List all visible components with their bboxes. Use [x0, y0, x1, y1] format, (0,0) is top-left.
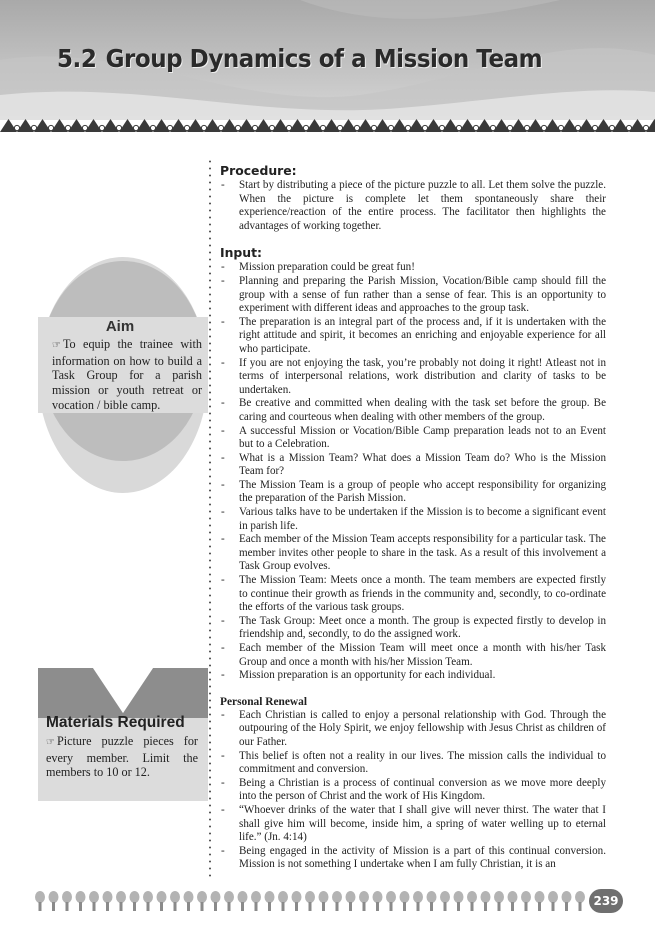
- footer-ornament-stem: [511, 902, 514, 911]
- list-item: - Being a Christian is a process of continual conversion as we move more deeply into the person of Christ and the work of His Kingdom.: [220, 777, 606, 804]
- footer-ornament-stem: [565, 902, 568, 911]
- list-item: - Mission preparation is an opportunity for each individual.: [220, 669, 606, 683]
- personal-renewal-list: [220, 709, 606, 872]
- list-item: - Various talks have to be undertaken if the Mission is to become a significant event in parish life.: [220, 506, 606, 533]
- footer-ornament-stem: [52, 902, 55, 911]
- column-divider: [209, 158, 211, 880]
- footer-ornament-stem: [201, 902, 204, 911]
- page-header: [0, 0, 655, 135]
- footer-ornament-stem: [174, 902, 177, 911]
- footer-ornament: [265, 891, 275, 903]
- footer-ornament: [292, 891, 302, 903]
- main-content: [220, 163, 606, 872]
- footer-ornament-stem: [484, 902, 487, 911]
- aim-heading: Aim: [105, 318, 135, 335]
- footer-ornament-stem: [268, 902, 271, 911]
- list-item: - Be creative and committed when dealing with the task set before the group. Be caring and courteous when dealing with other members of the group.: [220, 397, 606, 424]
- footer-ornament: [535, 891, 545, 903]
- footer-ornament-stem: [498, 902, 501, 911]
- footer-ornament: [508, 891, 518, 903]
- hand-pointing-icon: ☞: [46, 737, 55, 748]
- materials-text-block: [46, 734, 198, 780]
- list-item: - Start by distributing a piece of the picture puzzle to all. Let them solve the puzzle. When the picture is complete let them spontaneously share their experience/reaction of the entire process. The facilitator then highlights the advantages of working together.: [220, 179, 606, 233]
- footer-ornament-stem: [538, 902, 541, 911]
- footer-ornament-stem: [525, 902, 528, 911]
- footer-ornament-stem: [457, 902, 460, 911]
- list-item: - If you are not enjoying the task, you’re probably not doing it right! Atleast not in terms of interpersonal relations, work distribution and clarity of tasks to be undertaken.: [220, 357, 606, 398]
- list-item: - Being engaged in the activity of Mission is a part of this continual conversion. Mission is not something I undertake when I am fully Christian, it is an: [220, 845, 606, 872]
- footer-ornament-stem: [106, 902, 109, 911]
- footer-ornament: [575, 891, 585, 903]
- footer-ornament: [440, 891, 450, 903]
- footer-ornament-stem: [309, 902, 312, 911]
- footer-ornament: [332, 891, 342, 903]
- input-heading: Input:: [220, 245, 262, 261]
- footer-ornament: [386, 891, 396, 903]
- footer-ornament-stem: [160, 902, 163, 911]
- footer-ornament: [562, 891, 572, 903]
- list-item: - Each member of the Mission Team accepts responsibility for a particular task. The member invites other people to share in the task. As a result of this involvement a Task Group evolves.: [220, 533, 606, 574]
- footer-ornament: [251, 891, 261, 903]
- footer-ornament-stem: [93, 902, 96, 911]
- footer-ornament-stem: [66, 902, 69, 911]
- footer-ornament: [494, 891, 504, 903]
- footer-ornament: [305, 891, 315, 903]
- list-item: - What is a Mission Team? What does a Mission Team do? Who is the Mission Team for?: [220, 452, 606, 479]
- footer-ornament-stem: [322, 902, 325, 911]
- footer-ornament-stem: [228, 902, 231, 911]
- footer-ornament: [143, 891, 153, 903]
- footer-ornament: [238, 891, 248, 903]
- footer-ornament-stem: [444, 902, 447, 911]
- list-item: - Planning and preparing the Parish Mission, Vocation/Bible camp should fill the group with a sense of fun rather than a sense of fear. This is an opportunity to experiment with different ideas and approaches to the group task.: [220, 275, 606, 316]
- materials-heading: Materials Required: [46, 714, 185, 731]
- footer-ornament-stem: [79, 902, 82, 911]
- list-item: - A successful Mission or Vocation/Bible Camp preparation leads not to an Event but to a Celebration.: [220, 425, 606, 452]
- footer-ornament-stem: [579, 902, 582, 911]
- list-item: - The preparation is an integral part of the process and, if it is undertaken with the right attitude and spirit, it becomes an enriching and enjoyable experience for all who participate.: [220, 316, 606, 357]
- list-item: - The Mission Team: Meets once a month. The team members are expected firstly to continue their growth as friends in the community and, secondly, to co-ordinate the efforts of the various task groups.: [220, 574, 606, 615]
- footer-ornament-stem: [214, 902, 217, 911]
- procedure-list: [220, 179, 606, 233]
- footer-ornament: [359, 891, 369, 903]
- footer-ornament: [89, 891, 99, 903]
- footer-ornament-stem: [430, 902, 433, 911]
- footer-ornament: [35, 891, 45, 903]
- input-list: [220, 261, 606, 682]
- page-number: 239: [589, 889, 623, 913]
- footer-ornament: [197, 891, 207, 903]
- section-number: 5.2: [57, 44, 97, 73]
- footer-ornament-stem: [471, 902, 474, 911]
- personal-renewal-heading: Personal Renewal: [220, 695, 307, 708]
- list-item: - Each Christian is called to enjoy a personal relationship with God. Through the outpouring of the Holy Spirit, we enjoy fellowship with Jesus Christ as children of our Father.: [220, 709, 606, 750]
- list-item: - “Whoever drinks of the water that I shall give will never thirst. The water that I shall give him will become, inside him, a spring of water welling up to eternal life.” (Jn. 4:14): [220, 804, 606, 845]
- materials-text: Picture puzzle pieces for every member. Limit the members to 10 or 12.: [46, 734, 198, 779]
- footer-ornament: [548, 891, 558, 903]
- footer-ornament-stem: [133, 902, 136, 911]
- footer-ornament: [76, 891, 86, 903]
- list-item: - The Mission Team is a group of people who accept responsibility for organizing the preparation of the Parish Mission.: [220, 479, 606, 506]
- footer-ornament: [413, 891, 423, 903]
- footer-ornament: [400, 891, 410, 903]
- list-item: - This belief is often not a reality in our lives. The mission calls the individual to commitment and conversion.: [220, 750, 606, 777]
- footer-ornament-stem: [376, 902, 379, 911]
- footer-ornament: [427, 891, 437, 903]
- hand-pointing-icon: ☞: [52, 340, 61, 351]
- footer-ornament: [157, 891, 167, 903]
- list-item: - Mission preparation could be great fun!: [220, 261, 606, 275]
- footer-decoration: [0, 884, 655, 926]
- footer-ornament-stem: [39, 902, 42, 911]
- footer-ornament: [521, 891, 531, 903]
- footer-ornament-stem: [120, 902, 123, 911]
- title-text: Group Dynamics of a Mission Team: [105, 44, 543, 73]
- list-item: - Each member of the Mission Team will meet once a month with his/her Task Group and once a month with his/her Mission Team.: [220, 642, 606, 669]
- footer-ornament-stem: [403, 902, 406, 911]
- procedure-heading: Procedure:: [220, 163, 297, 178]
- footer-ornament: [116, 891, 126, 903]
- footer-ornament-stem: [282, 902, 285, 911]
- footer-ornament-stem: [336, 902, 339, 911]
- footer-ornament: [62, 891, 72, 903]
- aim-text: To equip the trainee with information on how to build a Task Group for a parish mission or youth retreat or vocation / bible camp.: [52, 337, 202, 412]
- footer-ornament: [481, 891, 491, 903]
- footer-ornament: [373, 891, 383, 903]
- list-item: - The Task Group: Meet once a month. The group is expected firstly to develop in friendship and, secondly, to do the assigned work.: [220, 615, 606, 642]
- footer-ornament-stem: [187, 902, 190, 911]
- footer-ornament-stem: [349, 902, 352, 911]
- page-title: [57, 44, 542, 73]
- footer-ornament-stem: [390, 902, 393, 911]
- footer-ornament: [319, 891, 329, 903]
- footer-ornament-stem: [417, 902, 420, 911]
- footer-ornament: [346, 891, 356, 903]
- footer-ornament: [49, 891, 59, 903]
- footer-ornament-stem: [363, 902, 366, 911]
- footer-ornament: [454, 891, 464, 903]
- footer-ornament: [184, 891, 194, 903]
- footer-ornament-stem: [255, 902, 258, 911]
- footer-ornament-stem: [241, 902, 244, 911]
- footer-ornament-stem: [552, 902, 555, 911]
- footer-ornament: [130, 891, 140, 903]
- footer-ornament: [103, 891, 113, 903]
- aim-text-block: [52, 337, 202, 413]
- footer-ornament: [278, 891, 288, 903]
- footer-ornament: [211, 891, 221, 903]
- footer-ornament-stem: [295, 902, 298, 911]
- footer-ornament: [170, 891, 180, 903]
- footer-ornament-stem: [147, 902, 150, 911]
- footer-ornament: [224, 891, 234, 903]
- footer-ornament: [467, 891, 477, 903]
